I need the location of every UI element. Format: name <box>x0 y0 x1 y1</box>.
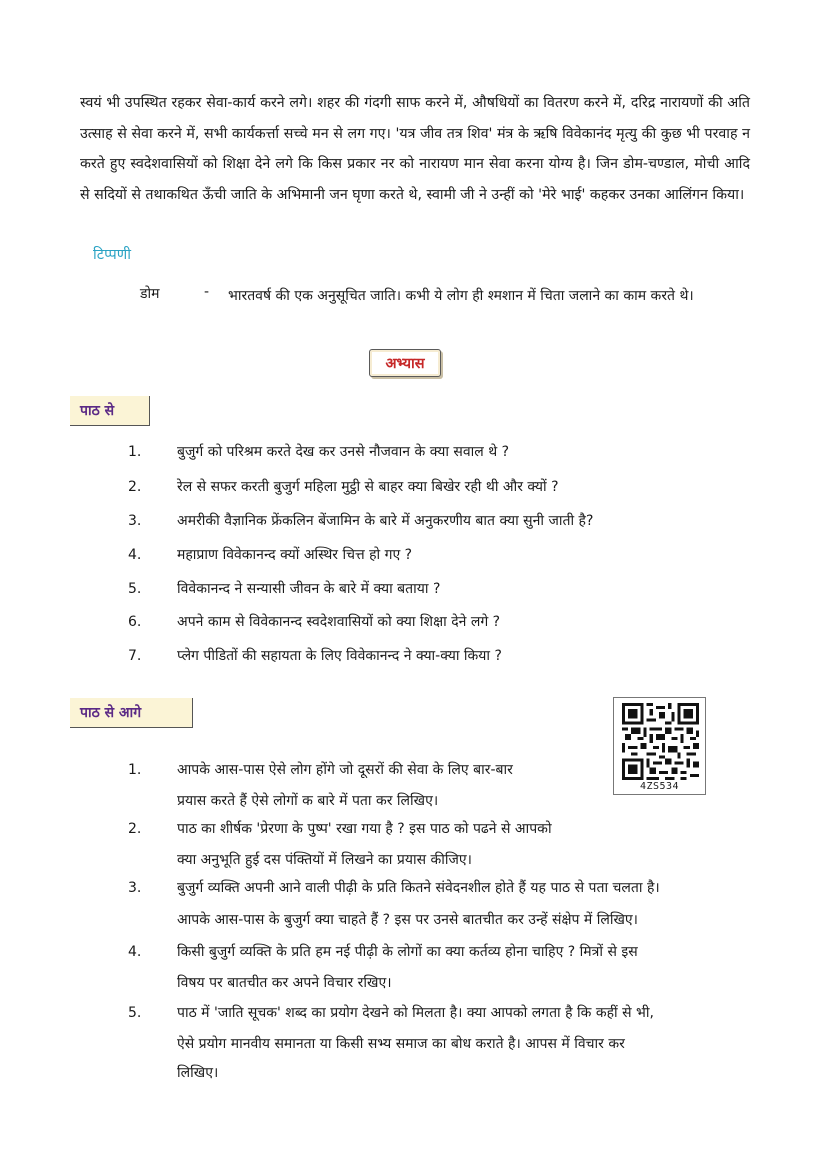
question-text: अमरीकी वैज्ञानिक फ्रेंकलिन बेंजामिन के बारे में अनुकरणीय बात क्या सुनी जाती है? <box>177 513 594 529</box>
abhyas-label: अभ्यास <box>385 356 425 372</box>
question-number: 4. <box>128 547 142 563</box>
question-text-line: लिखिए। <box>177 1065 219 1081</box>
question-text: महाप्राण विवेकानन्द क्यों अस्थिर चित्त हो गए ? <box>177 547 413 563</box>
question-text-line: पाठ में 'जाति सूचक' शब्द का प्रयोग देखने को मिलता है। क्या आपको लगता है कि कहीं से भी, <box>177 1005 654 1021</box>
question-number: 3. <box>128 880 142 896</box>
question-text-line: पाठ का शीर्षक 'प्रेरणा के पुष्प' रखा गया है ? इस पाठ को पढने से आपको <box>177 821 552 837</box>
question-text-line: किसी बुजुर्ग व्यक्ति के प्रति हम नई पीढ़ी के लोगों का क्या कर्तव्य होना चाहिए ? मित्रों से इस <box>177 944 638 960</box>
section-heading-path-se <box>70 396 150 426</box>
question-text-line: क्या अनुभूति हुई दस पंक्तियों में लिखने का प्रयास कीजिए। <box>177 852 472 868</box>
question-text: विवेकानन्द ने सन्यासी जीवन के बारे में क्या बताया ? <box>177 581 441 597</box>
note-definition: भारतवर्ष की एक अनुसूचित जाति। कभी ये लोग ही श्मशान में चिता जलाने का काम करते थे। <box>228 288 694 304</box>
question-text-line: ऐसे प्रयोग मानवीय समानता या किसी सभ्य समाज का बोध कराते है। आपस में विचार कर <box>177 1036 625 1052</box>
section-heading-path-se-aage <box>70 698 193 728</box>
section-heading-label: पाठ से <box>80 403 115 419</box>
question-number: 2. <box>128 479 142 495</box>
qr-code[interactable] <box>613 697 706 795</box>
question-number: 5. <box>128 581 142 597</box>
question-text-line: आपके आस-पास के बुजुर्ग क्या चाहते हैं ? इस पर उनसे बातचीत कर उन्हें संक्षेप में लिखिए। <box>177 912 638 928</box>
question-text-line: बुजुर्ग व्यक्ति अपनी आने वाली पीढ़ी के प्रति कितने संवेदनशील होते हैं यह पाठ से पता चलता है। <box>177 880 660 896</box>
question-text: बुजुर्ग को परिश्रम करते देख कर उनसे नौजवान के क्या सवाल थे ? <box>177 444 510 460</box>
question-number: 5. <box>128 1005 142 1021</box>
qr-code-icon <box>622 703 699 780</box>
question-number: 7. <box>128 648 142 664</box>
question-number: 4. <box>128 944 142 960</box>
question-text-line: प्रयास करते हैं ऐसे लोगों क बारे में पता कर लिखिए। <box>177 793 439 809</box>
abhyas-badge <box>369 349 441 377</box>
qr-code-label: 4ZS534 <box>639 781 680 792</box>
question-number: 3. <box>128 513 142 529</box>
question-text: प्लेग पीडितों की सहायता के लिए विवेकानन्द ने क्या-क्या किया ? <box>177 648 502 664</box>
question-number: 1. <box>128 444 142 460</box>
intro-paragraph: स्वयं भी उपस्थित रहकर सेवा-कार्य करने लगे। शहर की गंदगी साफ करने में, औषधियों का वितरण करने में, दरिद्र नारायणों की अति उत्साह से सेवा करने में, सभी कार्यकर्त्ता सच्चे मन से लग गए। 'यत्र जीव तत्र शिव' मंत्र के ऋषि विवेकानंद मृत्यु की कुछ भी परवाह न करते हुए स्वदेशवासियों को शिक्षा देने लगे कि किस प्रकार नर को नारायण मान सेवा करना योग्य है। जिन डोम-चण्डाल, मोची आदि से सदियों से तथाकथित ऊँची जाति के अभिमानी जन घृणा करते थे, स्वामी जी ने उन्हीं को 'मेरे भाई' कहकर उनका आलिंगन किया। <box>80 95 750 203</box>
tippani-heading: टिप्पणी <box>93 247 132 263</box>
question-text: अपने काम से विवेकानन्द स्वदेशवासियों को क्या शिक्षा देने लगे ? <box>177 614 501 630</box>
section-heading-label: पाठ से आगे <box>80 705 142 721</box>
question-text-line: विषय पर बातचीत कर अपने विचार रखिए। <box>177 975 392 991</box>
question-number: 2. <box>128 821 142 837</box>
question-number: 1. <box>128 762 142 778</box>
note-dash: - <box>204 284 210 300</box>
note-term: डोम <box>140 286 160 302</box>
question-number: 6. <box>128 614 142 630</box>
question-text: रेल से सफर करती बुजुर्ग महिला मुट्ठी से बाहर क्या बिखेर रही थी और क्यों ? <box>177 479 559 495</box>
question-text-line: आपके आस-पास ऐसे लोग होंगे जो दूसरों की सेवा के लिए बार-बार <box>177 762 513 778</box>
